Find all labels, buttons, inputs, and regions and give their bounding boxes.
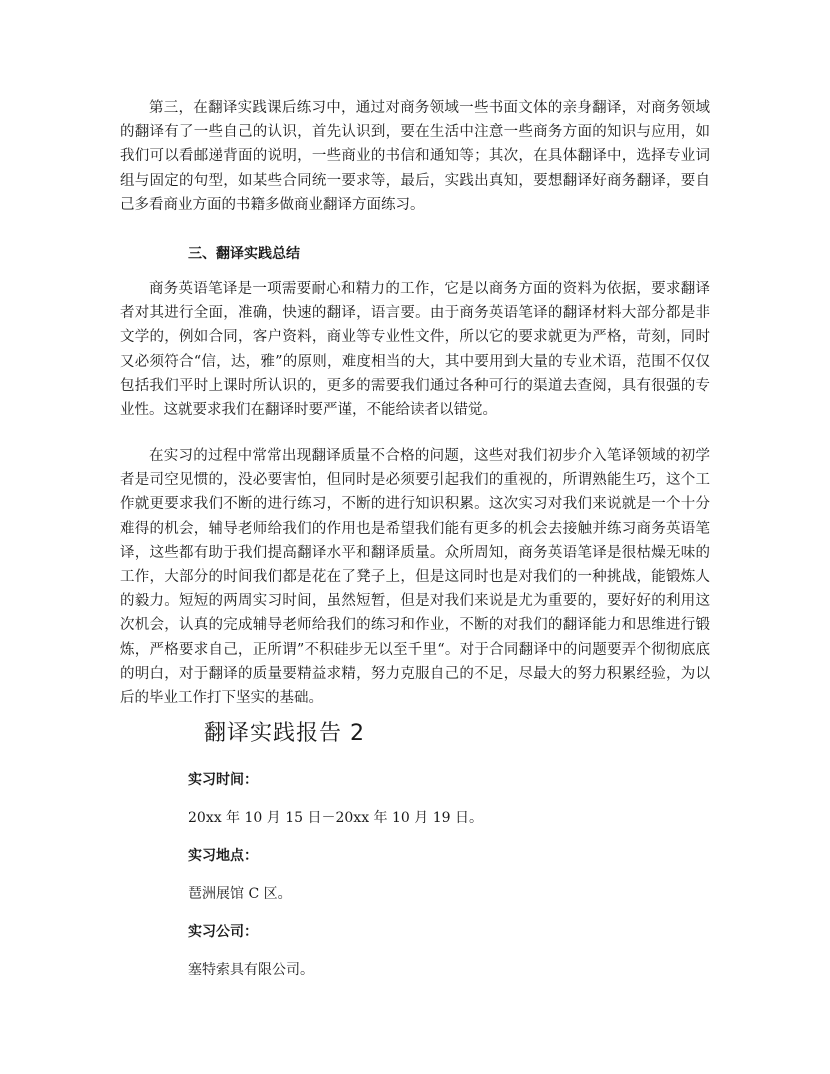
internship-place-label: 实习地点：: [188, 848, 258, 864]
internship-place-value: 琶洲展馆 C 区。: [188, 886, 292, 902]
internship-time-value: 20xx 年 10 月 15 日－20xx 年 10 月 19 日。: [188, 810, 483, 826]
section-heading-summary: 三、翻译实践总结: [188, 246, 300, 262]
paragraph-summary-2: 在实习的过程中常常出现翻译质量不合格的问题，这些对我们初步介入笔译领域的初学者是司空见惯的，没必要害怕，但同时是必须要引起我们的重视的，所谓熟能生巧，这个工作就更要求我们不断的进行练习，不断的进行知识积累。这次实习对我们来说就是一个十分难得的机会，辅导老师给我们的作用也是希望我们能有更多的机会去接触并练习商务英语笔译，这些都有助于我们提高翻译水平和翻译质量。众所周知，商务英语笔译是很枯燥无味的工作，大部分的时间我们都是花在了凳子上，但是这同时也是对我们的一种挑战，能锻炼人的毅力。短短的两周实习时间，虽然短暂，但是对我们来说是尤为重要的，要好好的利用这次机会，认真的完成辅导老师给我们的练习和作业，不断的对我们的翻译能力和思维进行锻炼，严格要求自己，正所谓”不积硅步无以至千里“。对于合同翻译中的问题要弄个彻彻底底的明白，对于翻译的质量要精益求精，努力克服自己的不足，尽最大的努力积累经验，为以后的毕业工作打下坚实的基础。: [120, 448, 710, 707]
internship-time-label: 实习时间：: [188, 772, 258, 788]
internship-company-label: 实习公司：: [188, 924, 258, 940]
internship-company-value: 塞特索具有限公司。: [188, 962, 314, 978]
report-2-title: 翻译实践报告 2: [204, 721, 365, 746]
paragraph-third-point: 第三，在翻译实践课后练习中，通过对商务领域一些书面文体的亲身翻译，对商务领域的翻译有了一些自己的认识，首先认识到，要在生活中注意一些商务方面的知识与应用，如我们可以看邮递背面的说明，一些商业的书信和通知等；其次，在具体翻译中，选择专业词组与固定的句型，如某些合同统一要求等，最后，实践出真知，要想翻译好商务翻译，要自己多看商业方面的书籍多做商业翻译方面练习。: [120, 100, 710, 213]
paragraph-summary-1: 商务英语笔译是一项需要耐心和精力的工作，它是以商务方面的资料为依据，要求翻译者对其进行全面，准确，快速的翻译，语言要。由于商务英语笔译的翻译材料大部分都是非文学的，例如合同，客户资料，商业等专业性文件，所以它的要求就更为严格，苛刻，同时又必须符合“信，达，雅”的原则，难度相当的大，其中要用到大量的专业术语，范围不仅仅包括我们平时上课时所认识的，更多的需要我们通过各种可行的渠道去查阅，具有很强的专业性。这就要求我们在翻译时要严谨，不能给读者以错觉。: [120, 281, 710, 419]
